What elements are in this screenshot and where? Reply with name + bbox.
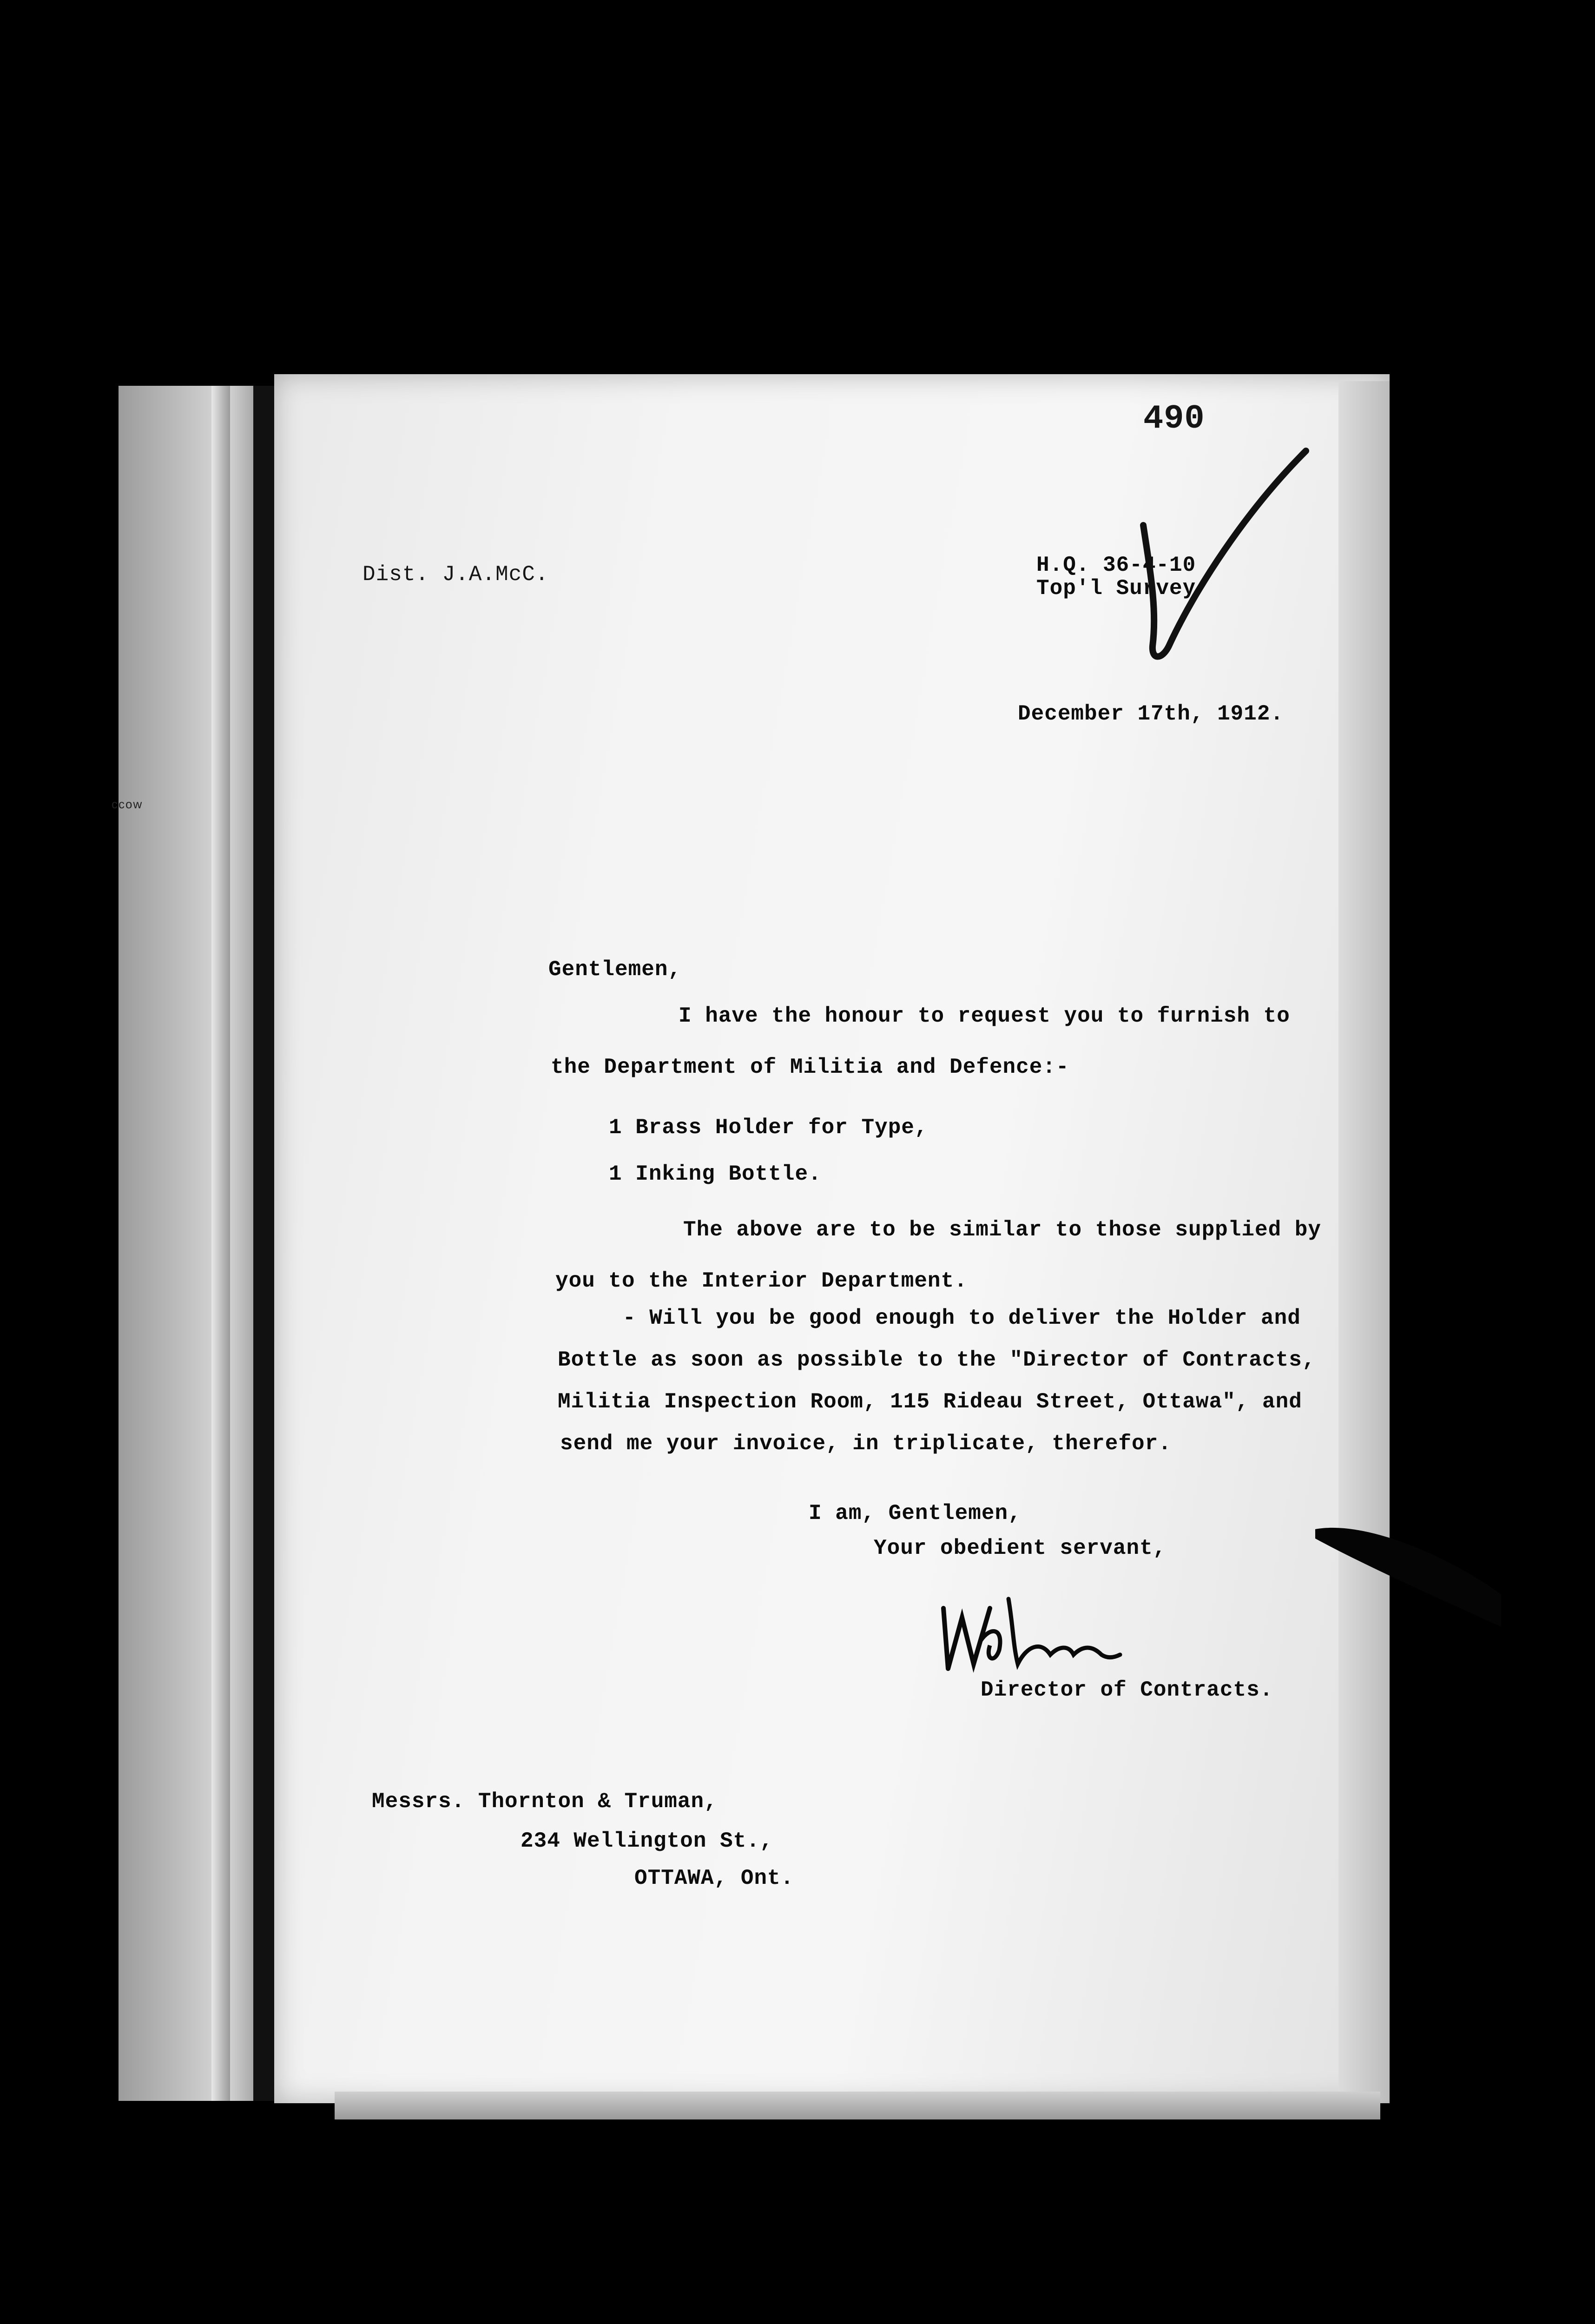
page-fold xyxy=(211,386,230,2101)
letter-date: December 17th, 1912. xyxy=(1018,702,1284,726)
body-line-3: The above are to be similar to those supplied by xyxy=(683,1218,1322,1242)
page-number: 490 xyxy=(1143,400,1205,438)
body-line-5: - Will you be good enough to deliver the Holder and xyxy=(623,1306,1301,1330)
item-1: 1 Brass Holder for Type, xyxy=(609,1116,928,1140)
body-line-4: you to the Interior Department. xyxy=(555,1269,968,1293)
distribution-note: Dist. J.A.McC. xyxy=(362,562,549,587)
check-mark-icon xyxy=(1125,442,1320,674)
underlying-pages xyxy=(119,386,272,2101)
body-line-2: the Department of Militia and Defence:- xyxy=(551,1055,1069,1079)
signatory-title: Director of Contracts. xyxy=(981,1678,1273,1702)
sheet-right-edge xyxy=(1338,381,1390,2101)
body-line-1: I have the honour to request you to furnish to xyxy=(679,1004,1290,1028)
body-line-8: send me your invoice, in triplicate, therefor. xyxy=(560,1432,1172,1456)
file-reference: H.Q. 36-4-10 xyxy=(1036,553,1196,577)
addressee-line-2: 234 Wellington St., xyxy=(521,1829,773,1853)
body-line-6: Bottle as soon as possible to the "Director of Contracts, xyxy=(558,1348,1316,1372)
body-line-7: Militia Inspection Room, 115 Rideau Street, Ottawa", and xyxy=(558,1390,1302,1414)
margin-fragment-text: ccow xyxy=(112,797,143,811)
addressee-line-3: OTTAWA, Ont. xyxy=(634,1866,794,1890)
pen-pointer xyxy=(1311,1511,1506,1631)
salutation: Gentlemen, xyxy=(548,957,682,982)
addressee-line-1: Messrs. Thornton & Truman, xyxy=(372,1789,718,1814)
file-subject: Top'l Survey xyxy=(1036,576,1196,601)
item-2: 1 Inking Bottle. xyxy=(609,1162,822,1186)
page-gap xyxy=(253,386,277,2101)
sheet-bottom-edge xyxy=(335,2092,1380,2119)
handwritten-signature xyxy=(929,1590,1125,1683)
closing-line-1: I am, Gentlemen, xyxy=(809,1501,1022,1525)
closing-line-2: Your obedient servant, xyxy=(874,1536,1167,1560)
